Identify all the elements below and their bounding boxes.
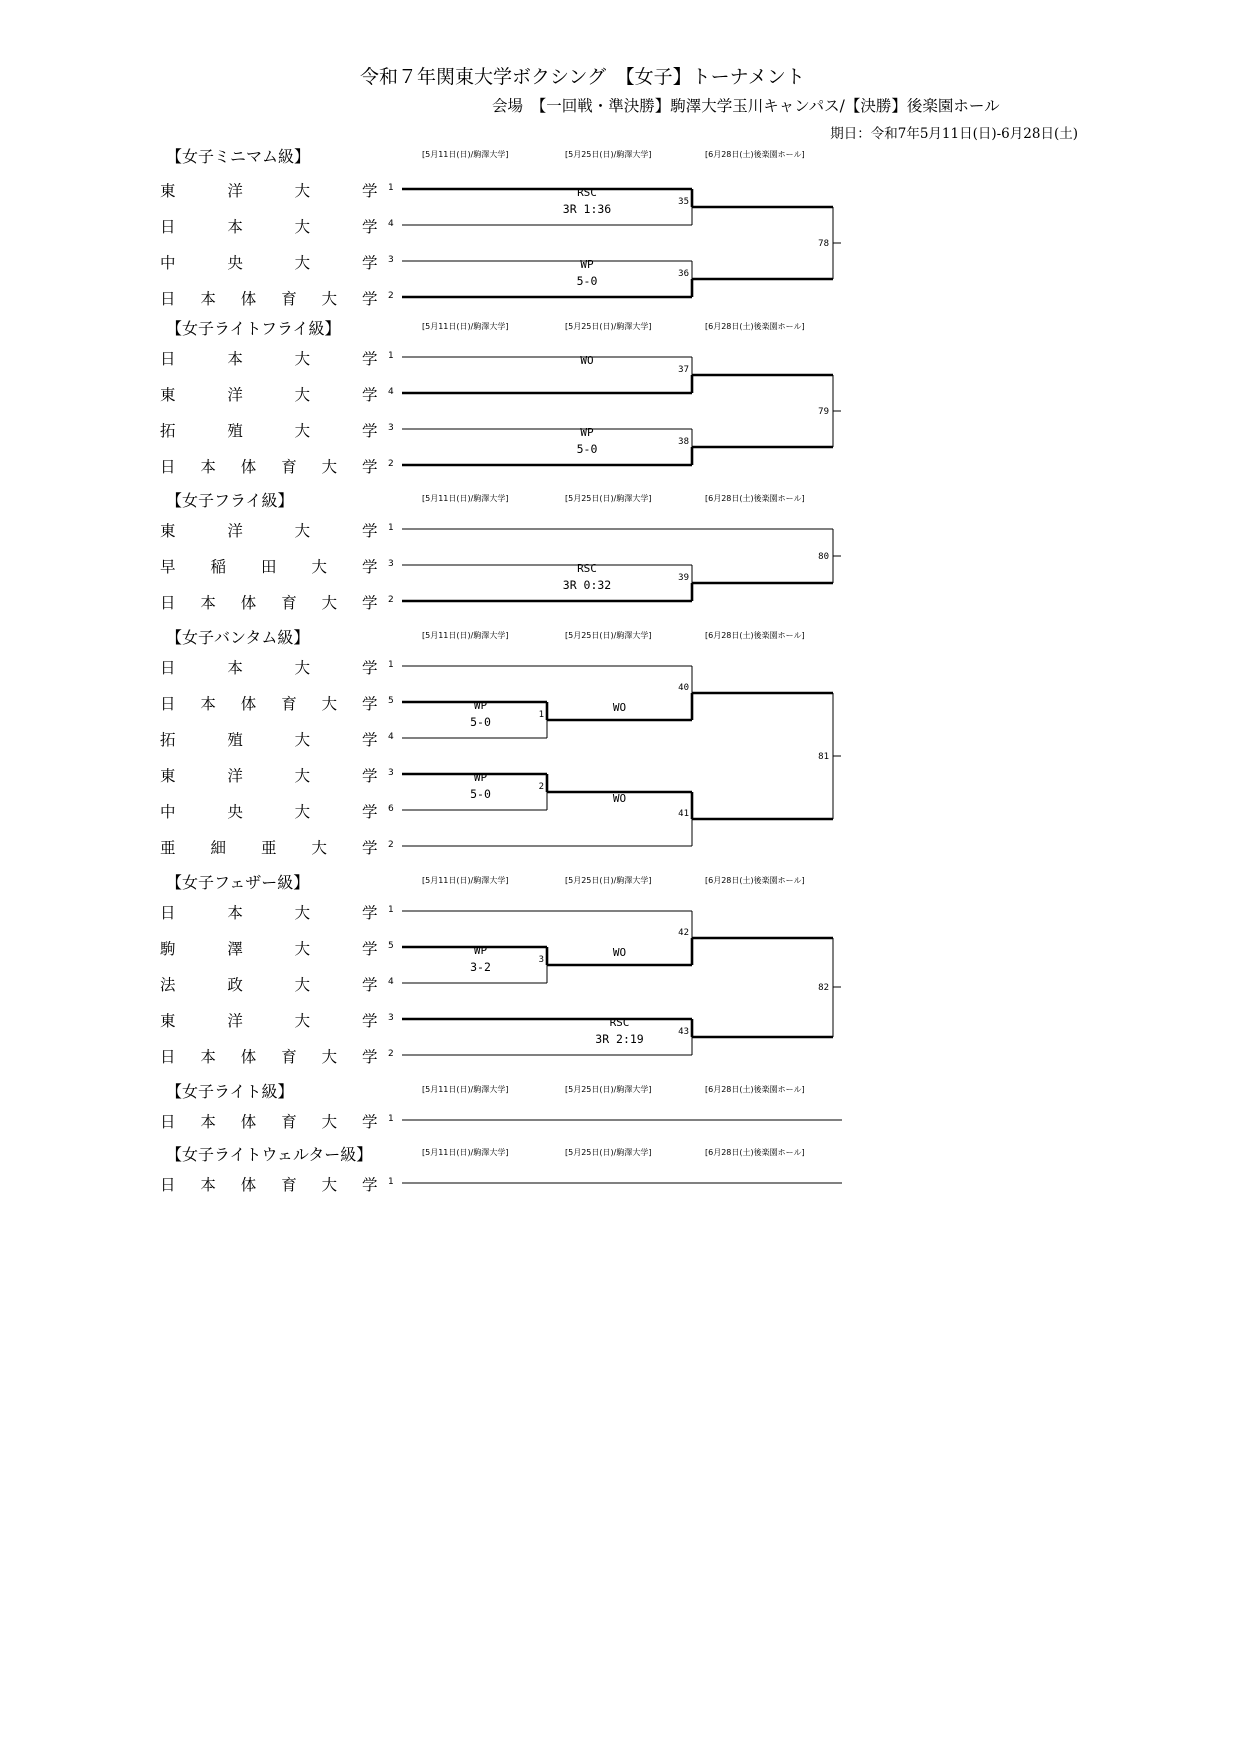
match-number: 40 (678, 683, 689, 693)
match-result: WP (473, 944, 488, 957)
team-row: 日 本 体 育 大 学 2 (160, 1048, 394, 1066)
match-number: 82 (818, 983, 829, 993)
division-block (160, 491, 860, 625)
round-header: [6月28日(土)後楽園ホール] (705, 1085, 805, 1094)
team-row: 日 本 体 育 大 学 2 (160, 458, 394, 476)
match-number: 79 (818, 407, 829, 417)
match-number: 80 (818, 552, 829, 562)
team-seed: 4 (388, 732, 394, 742)
round-header: [5月11日(日)/駒澤大学] (422, 876, 509, 885)
team-seed: 1 (388, 351, 394, 361)
round-header: [5月25日(日)/駒澤大学] (565, 322, 652, 331)
round-header: [6月28日(土)後楽園ホール] (705, 322, 805, 331)
division-block (160, 873, 860, 1079)
bracket-svg (160, 881, 860, 1079)
team-seed: 4 (388, 387, 394, 397)
match-result: WP (580, 426, 594, 439)
team-row: 東 洋 大 学 4 (160, 386, 394, 404)
match-number: 81 (818, 752, 829, 762)
round-header: [5月25日(日)/駒澤大学] (565, 631, 652, 640)
match-number: 42 (678, 928, 689, 938)
team-row: 東 洋 大 学 3 (160, 767, 394, 785)
round-header: [5月11日(日)/駒澤大学] (422, 1148, 509, 1157)
team-seed: 2 (388, 595, 394, 605)
team-row: 日 本 体 育 大 学 1 (160, 1113, 394, 1131)
team-seed: 2 (388, 291, 394, 301)
match-number: 43 (678, 1027, 689, 1037)
match-number: 37 (678, 365, 689, 375)
team-seed: 3 (388, 423, 394, 433)
match-detail: 5-0 (470, 715, 491, 729)
round-header: [6月28日(土)後楽園ホール] (705, 1148, 805, 1157)
match-detail: 5-0 (576, 274, 598, 288)
team-seed: 6 (388, 804, 394, 814)
match-result: RSC (577, 562, 597, 575)
match-detail: 5-0 (470, 787, 491, 801)
team-row: 駒 澤 大 学 5 (160, 940, 394, 958)
round-header: [5月25日(日)/駒澤大学] (565, 494, 652, 503)
match-result: RSC (609, 1016, 630, 1029)
team-row: 法 政 大 学 4 (160, 976, 394, 994)
team-row: 日 本 大 学 1 (160, 659, 394, 677)
match-detail: 5-0 (576, 442, 598, 456)
division-block (160, 628, 860, 870)
team-seed: 1 (388, 660, 394, 670)
match-result: WP (473, 699, 488, 712)
round-header: [5月25日(日)/駒澤大学] (565, 1085, 652, 1094)
division-title: 【女子バンタム級】 (166, 628, 310, 647)
team-row: 拓 殖 大 学 3 (160, 422, 394, 440)
round-header: [5月25日(日)/駒澤大学] (565, 1148, 652, 1157)
match-result: WP (580, 258, 594, 271)
division-block (160, 319, 860, 489)
team-row: 日 本 体 育 大 学 2 (160, 290, 394, 308)
division-block (160, 1082, 860, 1144)
match-number: 2 (538, 782, 544, 792)
match-number: 3 (538, 955, 544, 965)
match-result: WO (612, 701, 627, 714)
team-row: 日 本 大 学 4 (160, 218, 394, 236)
team-row: 中 央 大 学 3 (160, 254, 394, 272)
round-header: [5月25日(日)/駒澤大学] (565, 150, 652, 159)
round-header: [6月28日(土)後楽園ホール] (705, 631, 805, 640)
round-header: [5月11日(日)/駒澤大学] (422, 494, 509, 503)
division-block (160, 147, 860, 321)
match-result: RSC (577, 186, 597, 199)
team-seed: 1 (388, 183, 394, 193)
bracket-svg (160, 636, 860, 870)
page-title: 令和７年関東大学ボクシング 【女子】トーナメント (360, 66, 805, 88)
team-seed: 3 (388, 559, 394, 569)
round-header: [5月11日(日)/駒澤大学] (422, 150, 509, 159)
division-title: 【女子ライトウェルター級】 (166, 1145, 373, 1164)
team-seed: 3 (388, 768, 394, 778)
match-number: 36 (678, 269, 689, 279)
match-detail: 3R 2:19 (595, 1032, 644, 1046)
team-seed: 3 (388, 255, 394, 265)
team-row: 日 本 大 学 1 (160, 350, 394, 368)
team-seed: 1 (388, 1177, 394, 1187)
team-seed: 4 (388, 219, 394, 229)
bracket-svg (160, 1090, 860, 1144)
bracket-svg (160, 327, 860, 489)
team-row: 東 洋 大 学 1 (160, 182, 394, 200)
division-title: 【女子フライ級】 (166, 491, 294, 510)
team-seed: 1 (388, 523, 394, 533)
match-result: WO (612, 792, 627, 805)
team-seed: 1 (388, 1114, 394, 1124)
dates-line: 期日：令和7年5月11日(日)-6月28日(土) (830, 126, 1078, 142)
match-number: 38 (678, 437, 689, 447)
match-number: 1 (538, 710, 544, 720)
match-detail: 3-2 (470, 960, 491, 974)
division-title: 【女子ミニマム級】 (166, 147, 311, 166)
team-row: 中 央 大 学 6 (160, 803, 394, 821)
round-header: [6月28日(土)後楽園ホール] (705, 150, 805, 159)
venue-line: 会場 【一回戦・準決勝】駒澤大学玉川キャンパス/【決勝】後楽園ホール (492, 97, 1000, 115)
team-seed: 2 (388, 459, 394, 469)
team-row: 日 本 大 学 1 (160, 904, 394, 922)
team-row: 東 洋 大 学 3 (160, 1012, 394, 1030)
match-detail: 3R 1:36 (562, 202, 612, 216)
match-number: 35 (678, 197, 689, 207)
division-title: 【女子ライトフライ級】 (166, 319, 341, 338)
round-header: [6月28日(土)後楽園ホール] (705, 494, 805, 503)
team-row: 日 本 体 育 大 学 5 (160, 695, 394, 713)
match-number: 41 (678, 809, 689, 819)
round-header: [5月11日(日)/駒澤大学] (422, 631, 509, 640)
division-title: 【女子フェザー級】 (166, 873, 310, 892)
team-row: 東 洋 大 学 1 (160, 522, 394, 540)
bracket-svg (160, 499, 860, 625)
team-seed: 3 (388, 1013, 394, 1023)
team-seed: 4 (388, 977, 394, 987)
round-header: [6月28日(土)後楽園ホール] (705, 876, 805, 885)
match-number: 78 (818, 239, 829, 249)
team-seed: 1 (388, 905, 394, 915)
team-row: 亜 細 亜 大 学 2 (160, 839, 394, 857)
team-seed: 2 (388, 1049, 394, 1059)
team-row: 日 本 体 育 大 学 1 (160, 1176, 394, 1194)
match-result: WO (612, 946, 627, 959)
team-row: 早 稲 田 大 学 3 (160, 558, 394, 576)
division-block (160, 1145, 860, 1207)
bracket-svg (160, 155, 860, 321)
bracket-svg (160, 1153, 860, 1207)
match-result: WP (473, 771, 488, 784)
team-row: 日 本 体 育 大 学 2 (160, 594, 394, 612)
round-header: [5月11日(日)/駒澤大学] (422, 322, 509, 331)
team-seed: 5 (388, 941, 394, 951)
match-detail: 3R 0:32 (562, 578, 612, 592)
match-number: 39 (678, 573, 689, 583)
team-seed: 5 (388, 696, 394, 706)
team-seed: 2 (388, 840, 394, 850)
round-header: [5月11日(日)/駒澤大学] (422, 1085, 509, 1094)
division-title: 【女子ライト級】 (166, 1082, 294, 1101)
team-row: 拓 殖 大 学 4 (160, 731, 394, 749)
round-header: [5月25日(日)/駒澤大学] (565, 876, 652, 885)
match-result: WO (580, 354, 594, 367)
